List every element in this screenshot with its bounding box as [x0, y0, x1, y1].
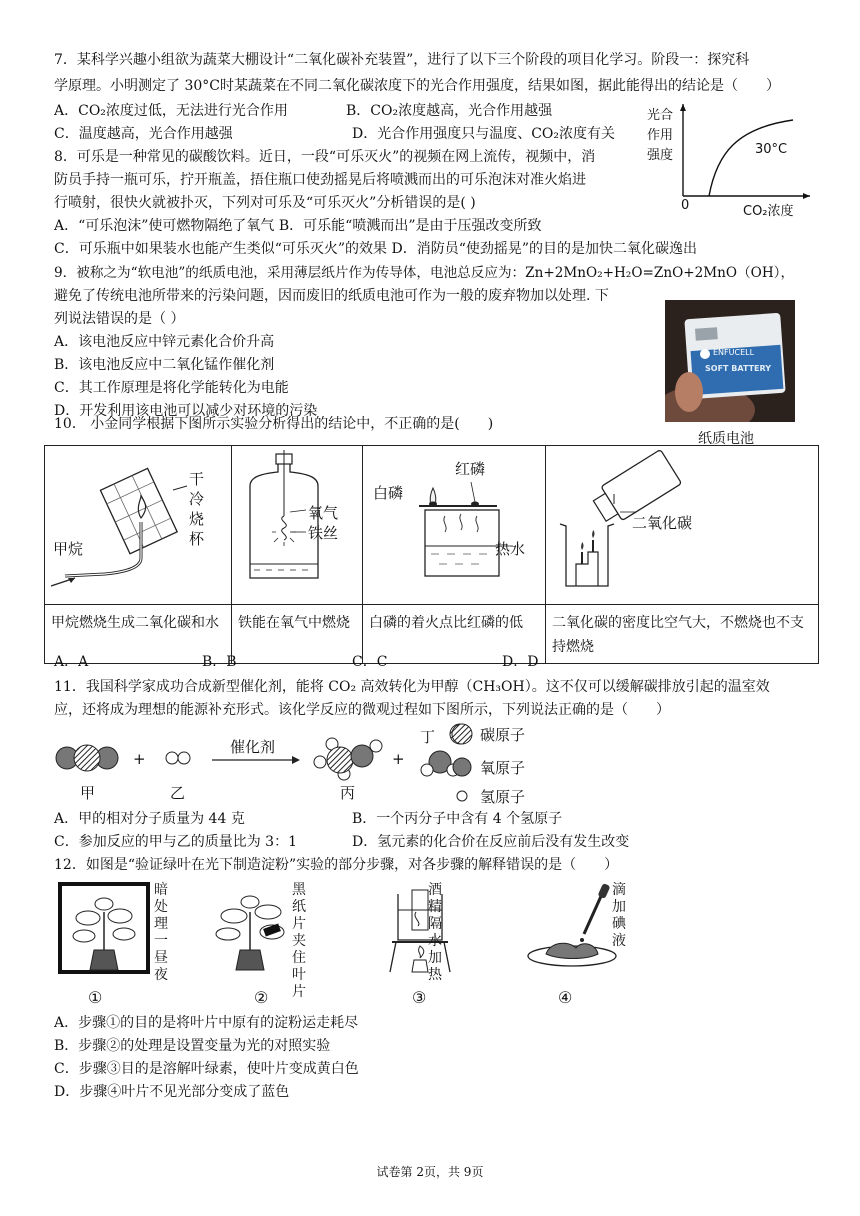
q8-options-ab: A．“可乐泡沫”使可燃物隔绝了氧气 B．可乐能“喷溅而出”是由于压强改变所致: [54, 218, 542, 234]
step-2-figure: [206, 882, 316, 1010]
q10-experiment-table: [44, 445, 819, 664]
label-oxygen: 氧气: [308, 504, 339, 522]
q8-stem-line2: 防员手持一瓶可乐，拧开瓶盖，捂住瓶口使劲摇晃后将喷溅而出的可乐泡沫对准火焰进: [54, 172, 586, 188]
q9-option-a: A．该电池反应中锌元素化合价升高: [54, 334, 275, 350]
label-shao: 烧: [189, 510, 205, 528]
legend-oxygen: 氧原子: [480, 759, 526, 777]
q9-stem-line3: 列说法错误的是（ ）: [54, 311, 185, 327]
graph-ylabel-2: 作用: [647, 128, 674, 143]
step-4-number: ④: [558, 988, 573, 1007]
paper-battery-photo: [665, 300, 795, 422]
q7-stem-line2: 学原理。小明测定了 30°C时某蔬菜在不同二氧化碳浓度下的光合作用强度，结果如图，据此能得出的结论是（ ）: [54, 78, 780, 94]
cell-methane-conclusion: 甲烷燃烧生成二氧化碳和水: [45, 605, 232, 664]
cell-co2-image: [546, 446, 819, 605]
label-white-phosphorus: 白磷: [373, 484, 404, 502]
q10-option-a: A．A: [54, 654, 89, 670]
cell-phosphorus-conclusion: 白磷的着火点比红磷的低: [363, 605, 546, 664]
step-3-number: ③: [412, 988, 427, 1007]
label-gan: 干: [189, 470, 205, 488]
q11-option-d: D．氢元素的化合价在反应前后没有发生改变: [352, 834, 630, 850]
carbon-atom-swatch: [452, 724, 472, 744]
cell-phosphorus-image: [363, 446, 546, 605]
graph-curve: [709, 120, 793, 196]
cell-iron-conclusion: 铁能在氧气中燃烧: [232, 605, 363, 664]
photo-brand-text: ENFUCELL: [713, 348, 755, 357]
q10-stem: 10． 小金同学根据下图所示实验分析得出的结论中，不正确的是( ): [54, 416, 494, 432]
legend-hydrogen: 氢原子: [480, 788, 526, 806]
page-footer: 试卷第 2页，共 9页: [376, 1165, 484, 1179]
paper-battery-caption: 纸质电池: [698, 431, 754, 447]
q11-option-c: C．参加反应的甲与乙的质量比为 3：1: [54, 834, 297, 850]
oxygen-atom-swatch: [453, 758, 471, 776]
species-ding: 丁: [420, 728, 436, 746]
q8-stem-line1: 8．可乐是一种常见的碳酸饮料。近日，一段“可乐灭火”的视频在网上流传，视频中，消: [54, 149, 596, 165]
step-3-label: 酒精隔水加热: [428, 882, 442, 983]
step-1-number: ①: [88, 988, 103, 1007]
species-yi: 乙: [170, 784, 186, 802]
q7-stem-line1: 7．某科学兴趣小组欲为蔬菜大棚设计“二氧化碳补充装置”，进行了以下三个阶段的项目化学习。阶段一：探究科: [54, 52, 750, 68]
label-leng: 冷: [189, 490, 205, 508]
step-1-label: 暗处理一昼夜: [154, 882, 168, 983]
q9-stem-line1: 9．被称之为“软电池”的纸质电池，采用薄层纸片作为传导体，电池总反应为：Zn+2MnO₂+H₂O=ZnO+2MnO（OH），: [54, 265, 795, 281]
step-2-number: ②: [254, 988, 269, 1007]
q10-option-b: B．B: [202, 654, 237, 670]
label-hot-water: 热水: [495, 540, 526, 558]
q12-stem: 12．如图是“验证绿叶在光下制造淀粉”实验的部分步骤，对各步骤的解释错误的是（ ）: [54, 857, 619, 873]
q7-option-d: D．光合作用强度只与温度、CO₂浓度有关: [352, 126, 616, 142]
cell-iron-wire-image: [232, 446, 363, 605]
q9-option-c: C．其工作原理是将化学能转化为电能: [54, 380, 289, 396]
photosynthesis-graph: [645, 98, 815, 220]
q11-stem-line2: 应，还将成为理想的能源补充形式。该化学反应的微观过程如下图所示，下列说法正确的是（ ）: [54, 702, 670, 718]
q10-option-c: C．C: [352, 654, 388, 670]
cell-co2-conclusion: 二氧化碳的密度比空气大，不燃烧也不支持燃烧: [546, 605, 819, 664]
step-2-label: 黑纸片夹住叶片: [292, 882, 306, 1000]
label-co2: 二氧化碳: [632, 514, 693, 532]
q7-option-c: C．温度越高，光合作用越强: [54, 126, 233, 142]
label-iron-wire: 铁丝: [308, 524, 339, 542]
q8-stem-line3: 行喷射，很快火就被扑灭，下列对可乐及“可乐灭火”分析错误的是( ): [54, 195, 476, 211]
q9-stem-line2: 避免了传统电池所带来的污染问题，因而废旧的纸质电池可作为一般的废弃物加以处理. 下: [54, 288, 609, 304]
hydrogen-atom-swatch: [457, 791, 467, 801]
graph-temperature: 30°C: [755, 142, 788, 157]
q11-option-a: A．甲的相对分子质量为 44 克: [54, 811, 245, 827]
q12-option-d: D．步骤④叶片不见光部分变成了蓝色: [54, 1084, 290, 1100]
photo-product-text: SOFT BATTERY: [705, 364, 772, 373]
graph-ylabel-1: 光合: [647, 108, 674, 123]
q7-option-b: B．CO₂浓度越高，光合作用越强: [346, 103, 553, 119]
plus-sign-1: +: [133, 750, 146, 768]
species-jia: 甲: [80, 784, 96, 802]
step-4-label: 滴加碘液: [612, 882, 626, 949]
graph-ylabel-3: 强度: [647, 148, 674, 163]
species-bing: 丙: [340, 784, 356, 802]
graph-origin: 0: [681, 198, 690, 213]
label-methane: 甲烷: [53, 540, 84, 558]
q7-option-a: A．CO₂浓度过低，无法进行光合作用: [54, 103, 288, 119]
atom-legend: [450, 722, 570, 804]
q11-option-b: B．一个丙分子中含有 4 个氢原子: [352, 811, 563, 827]
label-red-phosphorus: 红磷: [455, 460, 486, 478]
step-3-figure: [384, 882, 484, 1010]
plus-sign-2: +: [392, 750, 405, 768]
q12-option-b: B．步骤②的处理是设置变量为光的对照实验: [54, 1038, 331, 1054]
step-1-figure: [58, 882, 178, 1010]
catalyst-label: 催化剂: [230, 738, 276, 756]
q12-option-a: A．步骤①的目的是将叶片中原有的淀粉运走耗尽: [54, 1015, 359, 1031]
step-4-figure: [520, 882, 650, 1010]
label-bei: 杯: [189, 530, 205, 548]
q12-option-c: C．步骤③目的是溶解叶绿素，使叶片变成黄白色: [54, 1061, 359, 1077]
graph-xlabel: CO₂浓度: [743, 204, 794, 219]
q11-stem-line1: 11．我国科学家成功合成新型催化剂，能将 CO₂ 高效转化为甲醇（CH₃OH）。这不仅可以缓解碳排放引起的温室效: [54, 679, 770, 695]
q9-option-d: D．开发利用该电池可以减少对环境的污染: [54, 403, 318, 419]
q10-option-d: D．D: [502, 654, 539, 670]
q8-options-cd: C．可乐瓶中如果装水也能产生类似“可乐灭火”的效果 D．消防员“使劲摇晃”的目的是加快二氧化碳逸出: [54, 241, 698, 257]
q9-option-b: B．该电池反应中二氧化锰作催化剂: [54, 357, 275, 373]
cell-methane-image: [45, 446, 232, 605]
legend-carbon: 碳原子: [480, 726, 526, 744]
